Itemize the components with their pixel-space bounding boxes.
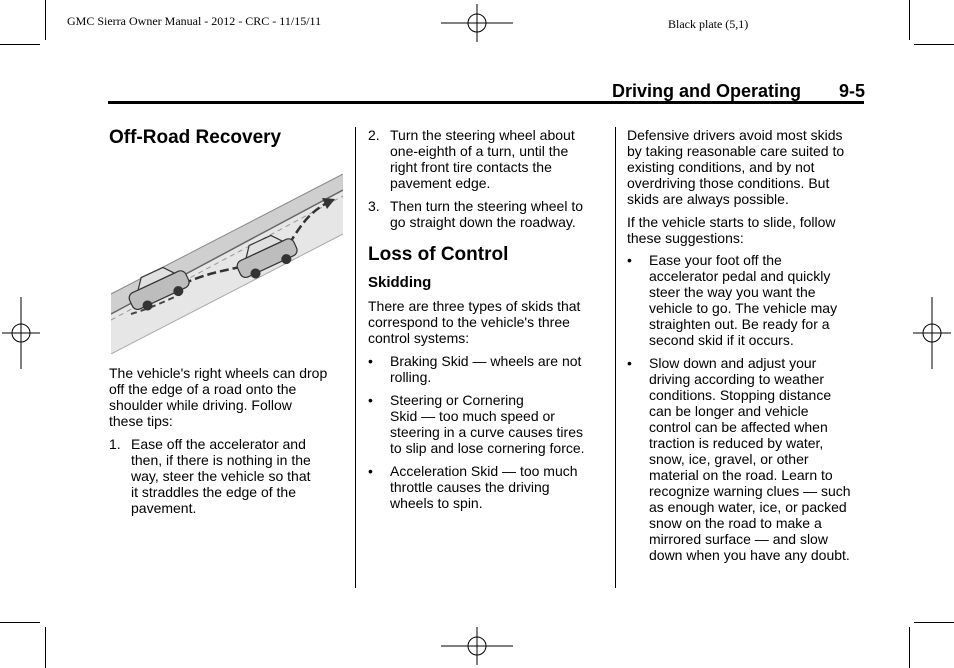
text-line: throttle causes the driving — [390, 479, 550, 495]
text-line: accelerator pedal and quickly — [649, 268, 831, 284]
text-line: correspond to the vehicle's three — [368, 314, 570, 330]
text-line: to slip and lose cornering force. — [390, 440, 585, 456]
text-line: straighten out. Be ready for a — [649, 316, 830, 332]
subsection-heading: Skidding — [368, 274, 432, 291]
column-divider — [355, 127, 356, 588]
off-road-recovery-illustration-icon — [111, 174, 343, 354]
text-line: skids are always possible. — [627, 191, 789, 207]
text-line: these suggestions: — [627, 230, 744, 246]
section-heading: Loss of Control — [368, 244, 509, 265]
bullet-icon: • — [627, 252, 632, 268]
text-line: down when you have any doubt. — [649, 547, 850, 563]
text-line: There are three types of skids that — [368, 298, 581, 314]
text-line: If the vehicle starts to slide, follow — [627, 214, 836, 230]
bullet-icon: • — [368, 392, 373, 408]
section-heading: Off-Road Recovery — [109, 127, 282, 148]
text-line: control can be affected when — [649, 419, 828, 435]
text-line: Steering or Cornering — [390, 392, 524, 408]
crop-mark — [45, 627, 46, 668]
bullet-icon: • — [368, 353, 373, 369]
text-line: snow, ice, gravel, or other — [649, 451, 809, 467]
registration-mark-icon — [441, 4, 513, 42]
crop-mark — [909, 627, 910, 668]
text-line: Slow down and adjust your — [649, 355, 817, 371]
registration-mark-icon — [441, 627, 513, 665]
text-line: Defensive drivers avoid most skids — [627, 127, 843, 143]
text-line: conditions. Stopping distance — [649, 387, 832, 403]
crop-mark — [0, 44, 40, 45]
text-line: Turn the steering wheel about — [390, 127, 575, 143]
text-line: Ease off the accelerator and — [131, 436, 306, 452]
bullet-icon: • — [627, 355, 632, 371]
text-line: Then turn the steering wheel to — [390, 198, 584, 214]
text-line: Acceleration Skid — too much — [390, 463, 578, 479]
crop-mark — [45, 0, 46, 40]
running-header-page: 9-5 — [839, 81, 866, 101]
crop-mark — [909, 0, 910, 40]
text-line: steer the way you want the — [649, 284, 816, 300]
text-line: Skid — too much speed or — [390, 408, 555, 424]
text-line: by taking reasonable care suited to — [627, 143, 845, 159]
registration-mark-icon — [913, 297, 951, 369]
text-line: then, if there is nothing in the — [131, 452, 311, 468]
text-line: traction is reduced by water, — [649, 435, 824, 451]
step-number: 2. — [368, 127, 380, 143]
registration-mark-icon — [2, 297, 40, 369]
text-line: pavement. — [131, 500, 197, 516]
text-line: go straight down the roadway. — [390, 214, 576, 230]
intro-paragraph — [109, 365, 349, 429]
print-header-left: GMC Sierra Owner Manual - 2012 - CRC - 11/15/11 — [67, 14, 322, 28]
crop-mark — [914, 44, 954, 45]
paragraph — [627, 214, 867, 246]
text-line: rolling. — [390, 369, 432, 385]
text-line: second skid if it occurs. — [649, 332, 794, 348]
text-line: way, steer the vehicle so that — [131, 468, 311, 484]
column-divider — [615, 127, 616, 588]
text-line: Braking Skid — wheels are not — [390, 353, 582, 369]
text-line: driving according to weather — [649, 371, 825, 387]
text-line: vehicle to go. The vehicle may — [649, 300, 838, 316]
text-line: one-eighth of a turn, until the — [390, 143, 569, 159]
crop-mark — [0, 622, 40, 623]
text-line: pavement edge. — [390, 175, 491, 191]
paragraph — [627, 127, 867, 207]
text-line: as enough water, ice, or packed — [649, 499, 847, 515]
print-header-right: Black plate (5,1) — [668, 17, 749, 31]
step-number: 3. — [368, 198, 380, 214]
text-line: steering in a curve causes tires — [390, 424, 583, 440]
text-line: off the edge of a road onto the — [109, 381, 297, 397]
text-line: existing conditions, and by not — [627, 159, 815, 175]
text-line: mirrored surface — and slow — [649, 531, 828, 547]
text-line: The vehicle's right wheels can drop — [109, 365, 328, 381]
text-line: overdriving those conditions. But — [627, 175, 830, 191]
intro-paragraph — [368, 298, 608, 346]
text-line: these tips: — [109, 413, 173, 429]
crop-mark — [914, 622, 954, 623]
running-header-section: Driving and Operating — [612, 81, 802, 101]
text-line: it straddles the edge of the — [131, 484, 296, 500]
bullet-icon: • — [368, 463, 373, 479]
step-number: 1. — [109, 436, 121, 452]
text-line: material on the road. Learn to — [649, 467, 833, 483]
text-line: snow on the road to make a — [649, 515, 822, 531]
header-rule — [108, 101, 864, 104]
text-line: right front tire contacts the — [390, 159, 552, 175]
text-line: control systems: — [368, 330, 470, 346]
text-line: shoulder while driving. Follow — [109, 397, 292, 413]
text-line: recognize warning clues — such — [649, 483, 851, 499]
text-line: wheels to spin. — [390, 495, 483, 511]
text-line: can be longer and vehicle — [649, 403, 809, 419]
text-line: Ease your foot off the — [649, 252, 782, 268]
